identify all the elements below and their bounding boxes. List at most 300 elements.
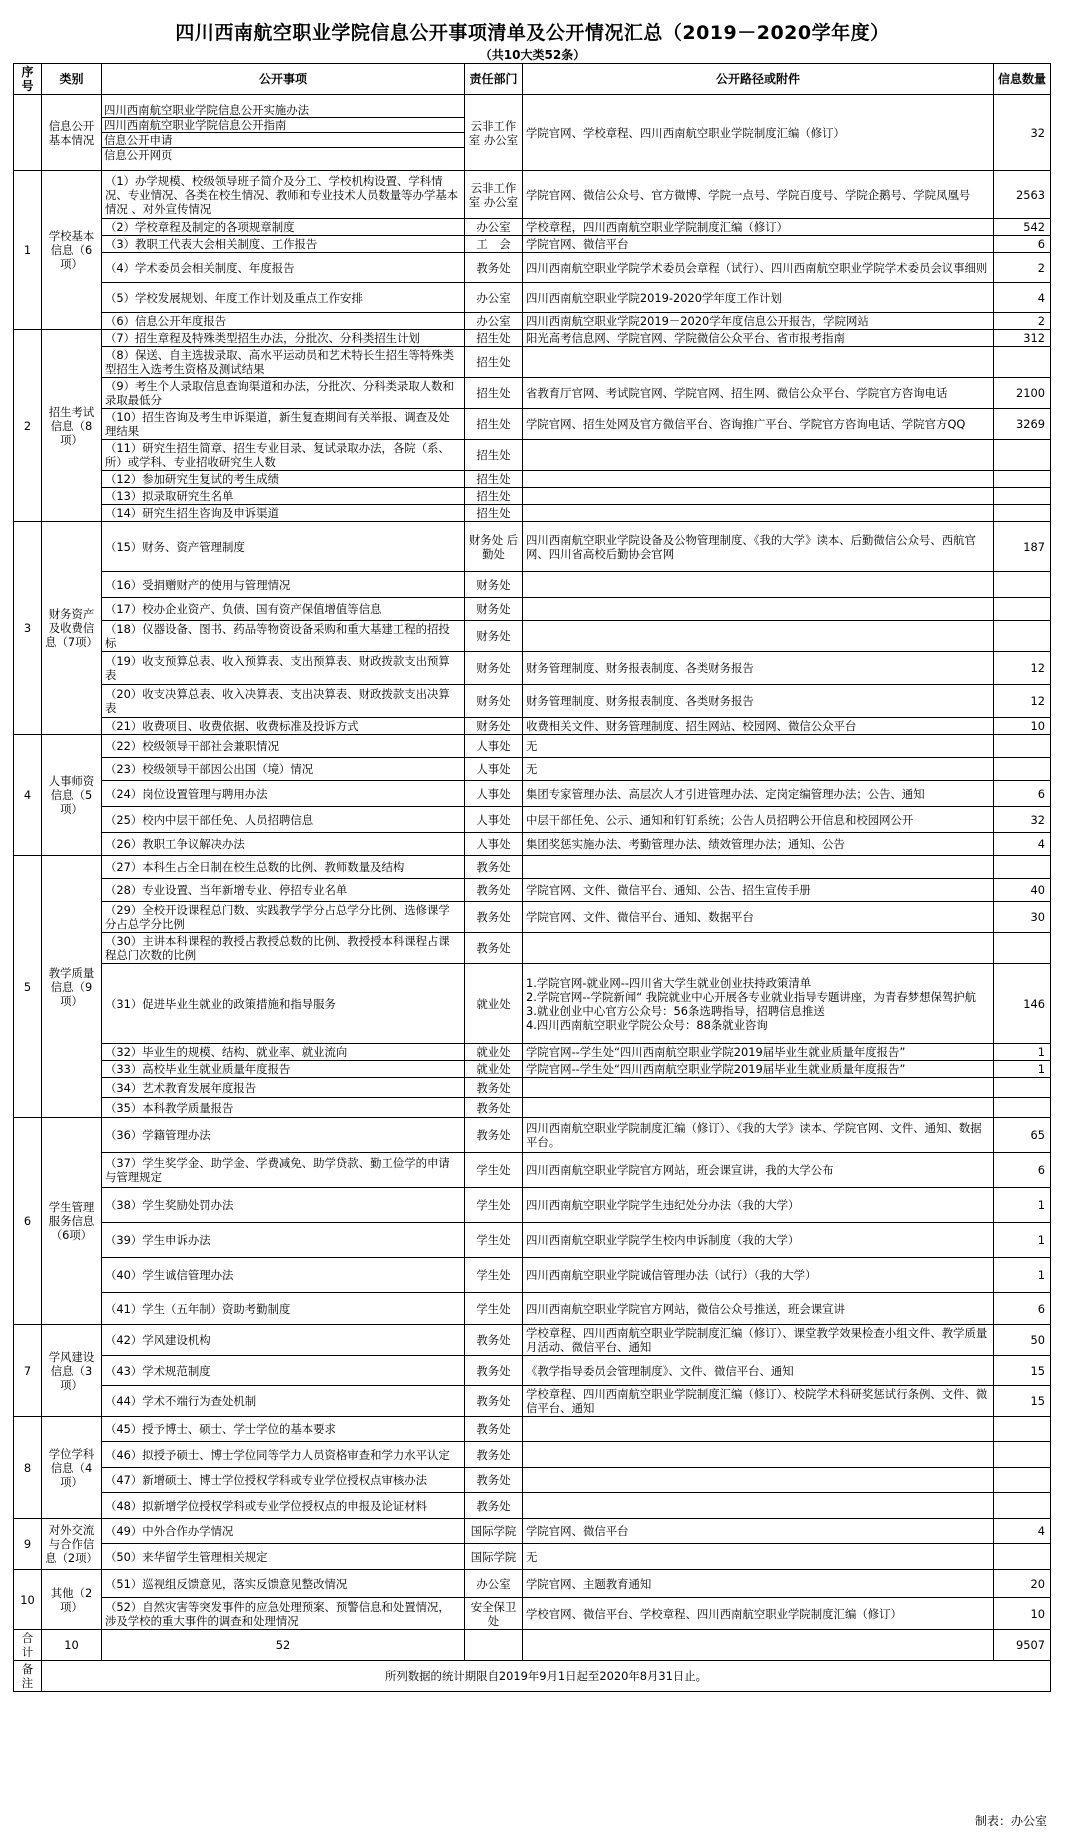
item-cell: （13）拟录取研究生名单: [102, 488, 465, 505]
count-cell: 1: [994, 1188, 1051, 1223]
dept-cell: 教务处: [465, 1118, 523, 1153]
path-cell: 四川西南航空职业学院官方网站，班会课宣讲，我的大学公布: [523, 1153, 994, 1188]
dept-cell: 教务处: [465, 1442, 523, 1468]
group-category: 招生考试信息（8项）: [42, 330, 102, 522]
dept-cell: 学生处: [465, 1223, 523, 1258]
count-cell: 20: [994, 1570, 1051, 1598]
header-category: 类别: [42, 64, 102, 95]
group-no: 7: [14, 1325, 42, 1417]
dept-cell: 国际学院: [465, 1544, 523, 1570]
path-cell: 无: [523, 1544, 994, 1570]
path-cell: 四川西南航空职业学院学生违纪处分办法（我的大学）: [523, 1188, 994, 1223]
count-cell: [994, 488, 1051, 505]
dept-cell: 招生处: [465, 488, 523, 505]
count-cell: [994, 758, 1051, 781]
item-cell: （1）办学规模、校级领导班子简介及分工、学校机构设置、学科情况、专业情况、各类在校生情况、教师和专业技术人员数量等办学基本情况 、对外宣传情况: [102, 171, 465, 219]
item-cell: （3）教职工代表大会相关制度、工作报告: [102, 236, 465, 253]
item-cell: （46）拟授予硕士、博士学位同等学力人员资格审查和学力水平认定: [102, 1442, 465, 1468]
count-cell: 30: [994, 902, 1051, 933]
dept-cell: 教务处: [465, 902, 523, 933]
total-items: 52: [102, 1630, 465, 1661]
count-cell: [994, 1544, 1051, 1570]
item-list-cell: [102, 95, 465, 171]
table-row: [14, 1442, 1051, 1468]
count-cell: 12: [994, 652, 1051, 685]
table-row: [14, 253, 1051, 283]
path-cell: [523, 572, 994, 598]
total-count: 9507: [994, 1630, 1051, 1661]
item-cell: （14）研究生招生咨询及申诉渠道: [102, 505, 465, 522]
group-category: 信息公开基本情况: [42, 95, 102, 171]
sub-item: 四川西南航空职业学院信息公开指南: [102, 118, 464, 133]
dept-cell: 财务处: [465, 652, 523, 685]
dept-cell: 办公室: [465, 1570, 523, 1598]
item-cell: （24）岗位设置管理与聘用办法: [102, 781, 465, 807]
count-cell: [994, 1078, 1051, 1098]
table-row: [14, 902, 1051, 933]
document-subtitle: （共10大类52条）: [479, 48, 586, 62]
table-row: [14, 781, 1051, 807]
item-cell: （19）收支预算总表、收入预算表、支出预算表、财政拨款支出预算表: [102, 652, 465, 685]
dept-cell: 招生处: [465, 505, 523, 522]
dept-cell: 云非工作室 办公室: [465, 171, 523, 219]
dept-cell: 教务处: [465, 1356, 523, 1386]
table-row: [14, 856, 1051, 879]
count-cell: [994, 1098, 1051, 1118]
item-cell: （2）学校章程及制定的各项规章制度: [102, 219, 465, 236]
table-row: [14, 964, 1051, 1044]
group-category: 其他（2项）: [42, 1570, 102, 1630]
dept-cell: 招生处: [465, 409, 523, 440]
dept-cell: 教务处: [465, 879, 523, 902]
path-cell: 四川西南航空职业学院学术委员会章程（试行）、四川西南航空职业学院学术委员会议事细则: [523, 253, 994, 283]
dept-cell: 教务处: [465, 1417, 523, 1442]
header-item: 公开事项: [102, 64, 465, 95]
dept-cell: 学生处: [465, 1153, 523, 1188]
path-cell: [523, 856, 994, 879]
item-cell: （41）学生（五年制）资助考勤制度: [102, 1293, 465, 1325]
table-row: [14, 1598, 1051, 1630]
dept-cell: 教务处: [465, 253, 523, 283]
note-text: 所列数据的统计期限自2019年9月1日起至2020年8月31日止。: [42, 1661, 1051, 1692]
path-cell: 1.学院官网-就业网--四川省大学生就业创业扶持政策清单 2.学院官网--学院新闻“ 我院就业中心开展各专业就业指导专题讲座，为青春梦想保驾护航 3.就业创业中心官方公众号：56条选聘指导，招聘信息推送 4.四川西南航空职业学院公众号：88条就业咨询: [523, 964, 994, 1044]
table-row: [14, 1118, 1051, 1153]
count-cell: 65: [994, 1118, 1051, 1153]
count-cell: 1: [994, 1258, 1051, 1293]
count-cell: 2: [994, 313, 1051, 330]
item-cell: （20）收支决算总表、收入决算表、支出决算表、财政拨款支出决算表: [102, 685, 465, 718]
table-row: [14, 1417, 1051, 1442]
count-cell: 32: [994, 95, 1051, 171]
item-cell: （28）专业设置、当年新增专业、停招专业名单: [102, 879, 465, 902]
count-cell: 3269: [994, 409, 1051, 440]
table-row: [14, 378, 1051, 409]
dept-cell: 人事处: [465, 758, 523, 781]
table-row: [14, 1223, 1051, 1258]
dept-cell: 教务处: [465, 1386, 523, 1417]
count-cell: 542: [994, 219, 1051, 236]
path-cell: 学院官网、主题教育通知: [523, 1570, 994, 1598]
item-cell: （48）拟新增学位授权学科或专业学位授权点的申报及论证材料: [102, 1493, 465, 1519]
count-cell: 50: [994, 1325, 1051, 1356]
count-cell: 1: [994, 1223, 1051, 1258]
table-row: [14, 1078, 1051, 1098]
count-cell: [994, 1417, 1051, 1442]
path-cell: [523, 471, 994, 488]
group-no: 8: [14, 1417, 42, 1519]
count-cell: 2: [994, 253, 1051, 283]
item-cell: （18）仪器设备、图书、药品等物资设备采购和重大基建工程的招投标: [102, 621, 465, 652]
count-cell: 1: [994, 1044, 1051, 1061]
item-cell: （43）学术规范制度: [102, 1356, 465, 1386]
table-row: [14, 1386, 1051, 1417]
path-cell: [523, 1098, 994, 1118]
item-cell: （52）自然灾害等突发事件的应急处理预案、预警信息和处置情况，涉及学校的重大事件的调查和处理情况: [102, 1598, 465, 1630]
dept-cell: 教务处: [465, 933, 523, 964]
path-cell: [523, 598, 994, 621]
path-cell: 学院官网、微信公众号、官方微博、学院一点号、学院百度号、学院企鹅号、学院凤凰号: [523, 171, 994, 219]
table-row: [14, 313, 1051, 330]
group-category: 学生管理服务信息（6项）: [42, 1118, 102, 1325]
table-row: [14, 572, 1051, 598]
count-cell: [994, 471, 1051, 488]
group-category: 人事师资信息（5项）: [42, 735, 102, 856]
count-cell: 32: [994, 807, 1051, 833]
item-cell: （25）校内中层干部任免、人员招聘信息: [102, 807, 465, 833]
count-cell: [994, 1442, 1051, 1468]
table-row: [14, 471, 1051, 488]
header-path: 公开路径或附件: [523, 64, 994, 95]
document-title: 四川西南航空职业学院信息公开事项清单及公开情况汇总（2019－2020学年度）: [175, 22, 890, 44]
count-cell: 4: [994, 283, 1051, 313]
item-cell: （51）巡视组反馈意见，落实反馈意见整改情况: [102, 1570, 465, 1598]
item-cell: （27）本科生占全日制在校生总数的比例、教师数量及结构: [102, 856, 465, 879]
path-cell: 学校官网、微信平台、学校章程、四川西南航空职业学院制度汇编（修订）: [523, 1598, 994, 1630]
sub-item: 信息公开网页: [104, 148, 173, 162]
table-row: [14, 621, 1051, 652]
item-cell: （16）受捐赠财产的使用与管理情况: [102, 572, 465, 598]
path-cell: 学院官网、文件、微信平台、通知、公告、招生宣传手册: [523, 879, 994, 902]
count-cell: 15: [994, 1356, 1051, 1386]
table-row: [14, 933, 1051, 964]
total-empty-path: [523, 1630, 994, 1661]
path-cell: 学校章程、四川西南航空职业学院制度汇编（修订）、校院学术科研奖惩试行条例、文件、微信平台、通知: [523, 1386, 994, 1417]
group-no: 4: [14, 735, 42, 856]
total-label: 合计: [14, 1630, 42, 1661]
note-row: [14, 1661, 1051, 1692]
dept-cell: 学生处: [465, 1293, 523, 1325]
item-cell: （36）学籍管理办法: [102, 1118, 465, 1153]
dept-cell: 就业处: [465, 1061, 523, 1078]
item-cell: （30）主讲本科课程的教授占教授总数的比例、教授授本科课程占课程总门次数的比例: [102, 933, 465, 964]
dept-cell: 人事处: [465, 735, 523, 758]
dept-cell: 国际学院: [465, 1519, 523, 1544]
table-row: [14, 1544, 1051, 1570]
item-cell: （42）学风建设机构: [102, 1325, 465, 1356]
group-category: 对外交流与合作信息（2项）: [42, 1519, 102, 1570]
path-cell: 四川西南航空职业学院设备及公物管理制度、《我的大学》读本、后勤微信公众号、西航官网、四川省高校后勤协会官网: [523, 522, 994, 572]
count-cell: 10: [994, 1598, 1051, 1630]
item-cell: （49）中外合作办学情况: [102, 1519, 465, 1544]
path-cell: 无: [523, 758, 994, 781]
dept-cell: 办公室: [465, 283, 523, 313]
dept-cell: 学生处: [465, 1258, 523, 1293]
table-body: [14, 95, 1051, 1692]
dept-cell: 招生处: [465, 440, 523, 471]
group-no: 2: [14, 330, 42, 522]
count-cell: 6: [994, 781, 1051, 807]
count-cell: 15: [994, 1386, 1051, 1417]
table-row: [14, 807, 1051, 833]
count-cell: 12: [994, 685, 1051, 718]
path-cell: 财务管理制度、财务报表制度、各类财务报告: [523, 685, 994, 718]
path-cell: 学校章程，四川西南航空职业学院制度汇编（修订）: [523, 219, 994, 236]
path-cell: 四川西南航空职业学院2019－2020学年度信息公开报告，学院网站: [523, 313, 994, 330]
dept-cell: 教务处: [465, 1078, 523, 1098]
table-row: [14, 1468, 1051, 1493]
item-cell: （22）校级领导干部社会兼职情况: [102, 735, 465, 758]
table-row: [14, 488, 1051, 505]
group-no: 9: [14, 1519, 42, 1570]
path-cell: [523, 440, 994, 471]
table-row: [14, 347, 1051, 378]
item-cell: （38）学生奖励处罚办法: [102, 1188, 465, 1223]
item-cell: （29）全校开设课程总门数、实践教学学分占总学分比例、选修课学分占总学分比例: [102, 902, 465, 933]
total-categories: 10: [42, 1630, 102, 1661]
item-cell: （32）毕业生的规模、结构、就业率、就业流向: [102, 1044, 465, 1061]
count-cell: [994, 856, 1051, 879]
table-row: [14, 685, 1051, 718]
table-row: [14, 440, 1051, 471]
path-cell: 四川西南航空职业学院制度汇编（修订）、《我的大学》读本、学院官网、文件、通知、数据平台。: [523, 1118, 994, 1153]
dept-cell: 安全保卫处: [465, 1598, 523, 1630]
dept-cell: 财务处: [465, 621, 523, 652]
count-cell: [994, 933, 1051, 964]
item-cell: （6）信息公开年度报告: [102, 313, 465, 330]
path-cell: 学校章程、四川西南航空职业学院制度汇编（修订）、课堂教学效果检查小组文件、教学质量月活动、微信平台、通知: [523, 1325, 994, 1356]
count-cell: 10: [994, 718, 1051, 735]
sub-item: 信息公开申请: [102, 133, 464, 148]
item-cell: （40）学生诚信管理办法: [102, 1258, 465, 1293]
dept-cell: 财务处: [465, 572, 523, 598]
sub-item: 四川西南航空职业学院信息公开实施办法: [102, 103, 464, 118]
table-row: [14, 330, 1051, 347]
item-cell: （33）高校毕业生就业质量年度报告: [102, 1061, 465, 1078]
table-row: [14, 1293, 1051, 1325]
count-cell: 187: [994, 522, 1051, 572]
count-cell: 2100: [994, 378, 1051, 409]
count-cell: 6: [994, 1293, 1051, 1325]
count-cell: 4: [994, 833, 1051, 856]
path-cell: 中层干部任免、公示、通知和钉钉系统；公告人员招聘公开信息和校园网公开: [523, 807, 994, 833]
path-cell: 《教学指导委员会管理制度》、文件、微信平台、通知: [523, 1356, 994, 1386]
dept-cell: 人事处: [465, 833, 523, 856]
table-row: [14, 283, 1051, 313]
dept-cell: 办公室: [465, 313, 523, 330]
path-cell: 学院官网、微信平台: [523, 236, 994, 253]
path-cell: [523, 621, 994, 652]
table-row: [14, 1570, 1051, 1598]
dept-cell: 教务处: [465, 856, 523, 879]
item-cell: （37）学生奖学金、助学金、学费减免、助学贷款、勤工俭学的申请与管理规定: [102, 1153, 465, 1188]
path-cell: 学院官网--学生处“四川西南航空职业学院2019届毕业生就业质量年度报告”: [523, 1061, 994, 1078]
item-cell: （21）收费项目、收费依据、收费标准及投诉方式: [102, 718, 465, 735]
item-cell: （15）财务、资产管理制度: [102, 522, 465, 572]
table-row: [14, 598, 1051, 621]
note-label: 备注: [14, 1661, 42, 1692]
item-cell: （9）考生个人录取信息查询渠道和办法，分批次、分科类录取人数和录取最低分: [102, 378, 465, 409]
table-row: [14, 735, 1051, 758]
count-cell: 6: [994, 1153, 1051, 1188]
group-category: 财务资产及收费信息（7项）: [42, 522, 102, 735]
table-row: [14, 236, 1051, 253]
dept-cell: 教务处: [465, 1325, 523, 1356]
item-cell: （45）授予博士、硕士、学士学位的基本要求: [102, 1417, 465, 1442]
item-cell: （12）参加研究生复试的考生成绩: [102, 471, 465, 488]
path-cell: 学院官网、文件、微信平台、通知、数据平台: [523, 902, 994, 933]
dept-cell: 工 会: [465, 236, 523, 253]
table-row: [14, 758, 1051, 781]
dept-cell: 财务处: [465, 598, 523, 621]
table-row: [14, 1519, 1051, 1544]
path-cell: 学院官网--学生处“四川西南航空职业学院2019届毕业生就业质量年度报告”: [523, 1044, 994, 1061]
group-no: [14, 95, 42, 171]
count-cell: [994, 1493, 1051, 1519]
count-cell: [994, 1468, 1051, 1493]
dept-cell: 就业处: [465, 964, 523, 1044]
path-cell: 四川西南航空职业学院官方网站，微信公众号推送，班会课宣讲: [523, 1293, 994, 1325]
count-cell: 146: [994, 964, 1051, 1044]
group-no: 6: [14, 1118, 42, 1325]
header-count: 信息数量: [994, 64, 1051, 95]
group-no: 3: [14, 522, 42, 735]
total-row: [14, 1630, 1051, 1661]
path-cell: [523, 1417, 994, 1442]
path-cell: [523, 1442, 994, 1468]
path-cell: [523, 933, 994, 964]
table-row: [14, 1188, 1051, 1223]
item-cell: （39）学生申诉办法: [102, 1223, 465, 1258]
path-cell: [523, 1493, 994, 1519]
path-cell: 无: [523, 735, 994, 758]
path-cell: [523, 1468, 994, 1493]
table-row: [14, 718, 1051, 735]
table-row: [14, 1061, 1051, 1078]
item-cell: （23）校级领导干部因公出国（境）情况: [102, 758, 465, 781]
dept-cell: 云非工作室 办公室: [465, 95, 523, 171]
item-cell: （26）教职工争议解决办法: [102, 833, 465, 856]
table-row: [14, 1493, 1051, 1519]
count-cell: 40: [994, 879, 1051, 902]
dept-cell: 教务处: [465, 1493, 523, 1519]
count-cell: [994, 347, 1051, 378]
path-cell: 集团奖惩实施办法、考勤管理办法、绩效管理办法；通知、公告: [523, 833, 994, 856]
count-cell: [994, 735, 1051, 758]
item-cell: （34）艺术教育发展年度报告: [102, 1078, 465, 1098]
dept-cell: 学生处: [465, 1188, 523, 1223]
dept-cell: 人事处: [465, 781, 523, 807]
table-row: [14, 505, 1051, 522]
path-cell: [523, 347, 994, 378]
group-no: 5: [14, 856, 42, 1118]
group-category: 学风建设信息（3项）: [42, 1325, 102, 1417]
dept-cell: 财务处: [465, 718, 523, 735]
path-cell: 收费相关文件、财务管理制度、招生网站、校园网、微信公众平台: [523, 718, 994, 735]
item-cell: （31）促进毕业生就业的政策措施和指导服务: [102, 964, 465, 1044]
disclosure-table: [13, 63, 1051, 1692]
table-row: [14, 1044, 1051, 1061]
path-cell: 学院官网、微信平台: [523, 1519, 994, 1544]
group-no: 1: [14, 171, 42, 330]
dept-cell: 人事处: [465, 807, 523, 833]
count-cell: 1: [994, 1061, 1051, 1078]
item-cell: （10）招生咨询及考生申诉渠道，新生复查期间有关举报、调查及处理结果: [102, 409, 465, 440]
dept-cell: 财务处 后勤处: [465, 522, 523, 572]
path-cell: [523, 488, 994, 505]
path-cell: 阳光高考信息网、学院官网、学院微信公众平台、省市报考指南: [523, 330, 994, 347]
table-row: [14, 1153, 1051, 1188]
count-cell: [994, 505, 1051, 522]
table-row: [14, 522, 1051, 572]
item-cell: （5）学校发展规划、年度工作计划及重点工作安排: [102, 283, 465, 313]
count-cell: [994, 621, 1051, 652]
count-cell: 4: [994, 1519, 1051, 1544]
table-row: [14, 95, 1051, 171]
item-cell: （35）本科教学质量报告: [102, 1098, 465, 1118]
item-cell: （44）学术不端行为查处机制: [102, 1386, 465, 1417]
table-row: [14, 219, 1051, 236]
group-category: 学位学科信息（4项）: [42, 1417, 102, 1519]
path-cell: 集团专家管理办法、高层次人才引进管理办法、定岗定编管理办法；公告、通知: [523, 781, 994, 807]
item-cell: （7）招生章程及特殊类型招生办法，分批次、分科类招生计划: [102, 330, 465, 347]
dept-cell: 教务处: [465, 1468, 523, 1493]
path-cell: 财务管理制度、财务报表制度、各类财务报告: [523, 652, 994, 685]
dept-cell: 招生处: [465, 378, 523, 409]
path-cell: [523, 1078, 994, 1098]
dept-cell: 办公室: [465, 219, 523, 236]
count-cell: 2563: [994, 171, 1051, 219]
count-cell: 312: [994, 330, 1051, 347]
item-cell: （17）校办企业资产、负债、国有资产保值增值等信息: [102, 598, 465, 621]
total-empty-dept: [465, 1630, 523, 1661]
group-no: 10: [14, 1570, 42, 1630]
dept-cell: 教务处: [465, 1098, 523, 1118]
path-cell: 学院官网、招生处网及官方微信平台、咨询推广平台、学院官方咨询电话、学院官方QQ: [523, 409, 994, 440]
count-cell: [994, 440, 1051, 471]
dept-cell: 财务处: [465, 685, 523, 718]
count-cell: [994, 598, 1051, 621]
group-category: 学校基本信息（6项）: [42, 171, 102, 330]
count-cell: 6: [994, 236, 1051, 253]
item-cell: （47）新增硕士、博士学位授权学科或专业学位授权点审核办法: [102, 1468, 465, 1493]
table-row: [14, 1325, 1051, 1356]
table-row: [14, 1098, 1051, 1118]
count-cell: [994, 572, 1051, 598]
path-cell: 四川西南航空职业学院诚信管理办法（试行）（我的大学）: [523, 1258, 994, 1293]
header-dept: 责任部门: [465, 64, 523, 95]
item-cell: （50）来华留学生管理相关规定: [102, 1544, 465, 1570]
dept-cell: 就业处: [465, 1044, 523, 1061]
item-cell: （8）保送、自主选拔录取、高水平运动员和艺术特长生招生等特殊类型招生入选考生资格及测试结果: [102, 347, 465, 378]
header-no: 序号: [14, 64, 42, 95]
group-category: 教学质量信息（9项）: [42, 856, 102, 1118]
table-row: [14, 652, 1051, 685]
path-cell: 省教育厅官网、考试院官网、学院官网、招生网、微信公众平台、学院官方咨询电话: [523, 378, 994, 409]
table-row: [14, 833, 1051, 856]
table-row: [14, 171, 1051, 219]
path-cell: 学院官网、学校章程、四川西南航空职业学院制度汇编（修订）: [523, 95, 994, 171]
table-row: [14, 409, 1051, 440]
